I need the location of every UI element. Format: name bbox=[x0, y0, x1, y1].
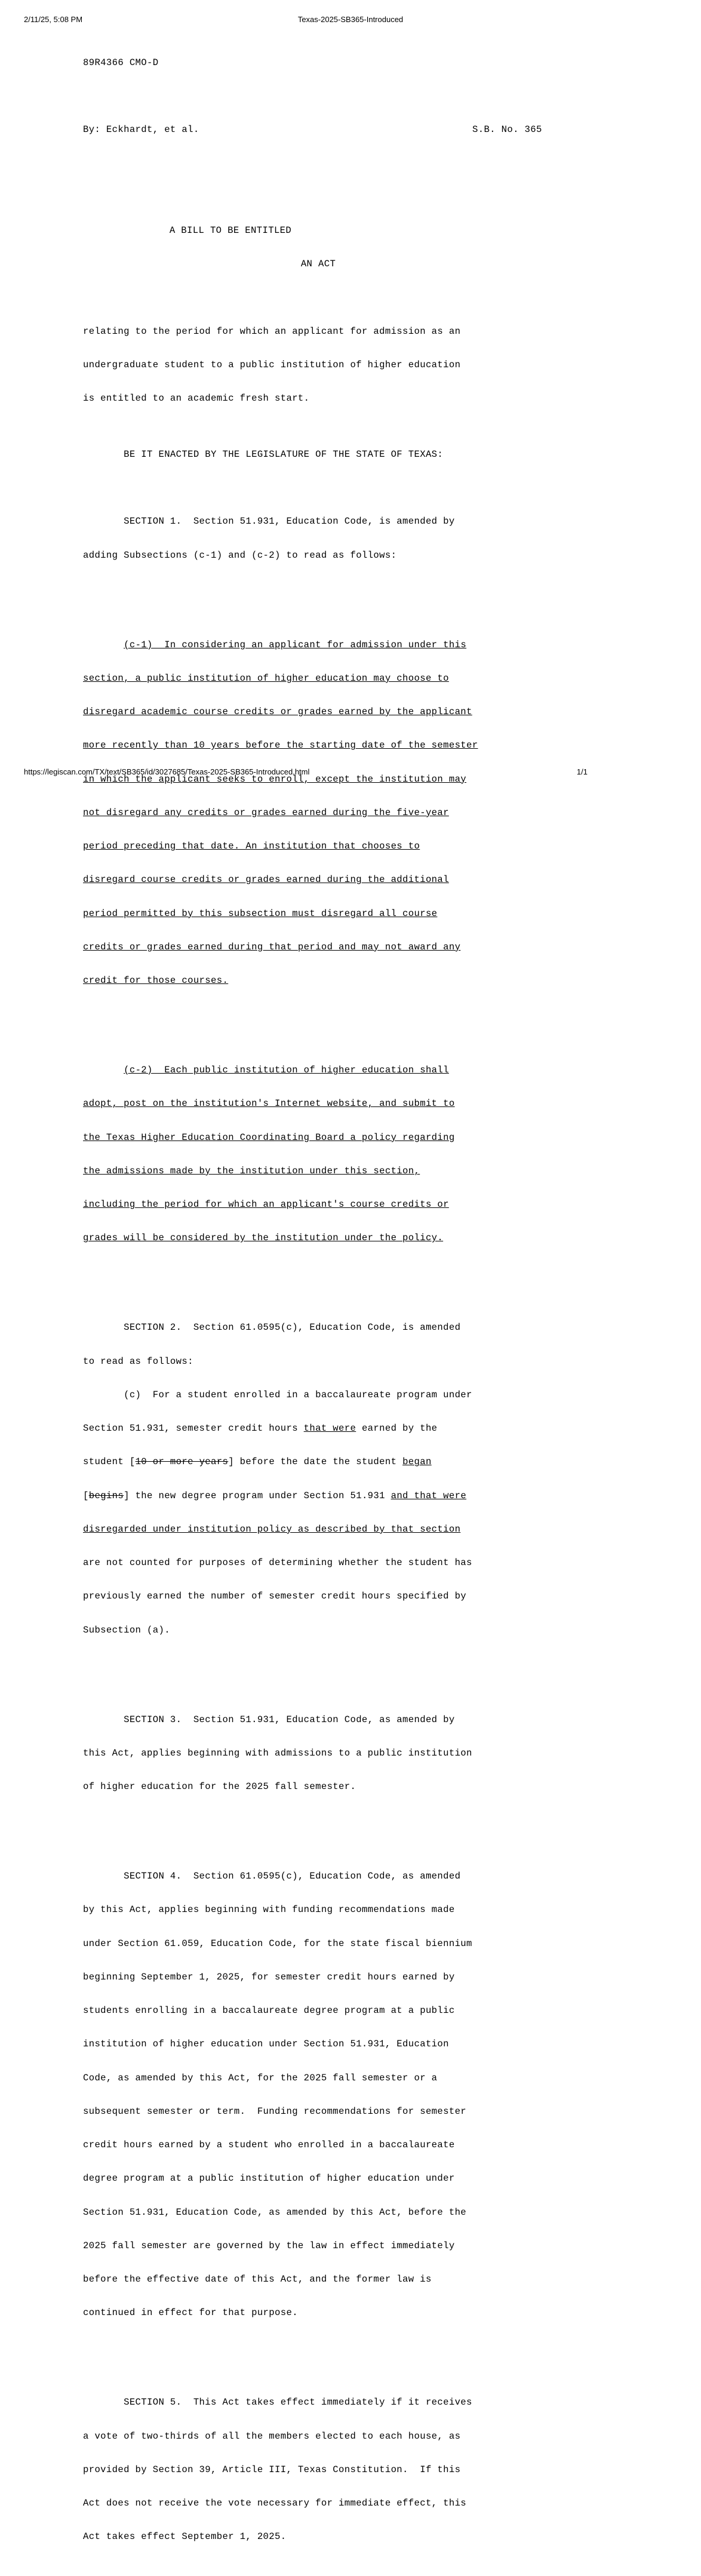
bill-document bbox=[83, 35, 542, 2576]
section-1: SECTION 1. Section 51.931, Education Code, is amended by adding Subsections (c-1) and (c-2) to read as follows: bbox=[83, 516, 455, 561]
section-2: SECTION 2. Section 61.0595(c), Education Code, is amended to read as follows: (c) For a student enrolled in a baccalaureate program under Section 51.931, semester credit hours that were earned by the student [10 or more years] before the date the student began [begins] the new degree program under Section 51.931 and that were disregarded under institution policy as described by that section are not counted for purposes of determining whether the student has previously earned the number of semester credit hours specified by Subsection (a). bbox=[83, 1322, 472, 1636]
subsection-c-2: (c-2) Each public institution of higher education shall adopt, post on the institution's Internet website, and submit to the Texas Higher Education Coordinating Board a policy regarding the admissions made by the institution under this section, including the period for which an applicant's course credits or grades will be considered by the institution under the policy. bbox=[83, 1065, 455, 1244]
caption: relating to the period for which an applicant for admission as an undergraduate student to a public institution of higher education is entitled to an academic fresh start. bbox=[83, 325, 461, 404]
author-line bbox=[83, 124, 542, 136]
doc-id: 89R4366 CMO-D bbox=[83, 57, 159, 68]
print-title: Texas-2025-SB365-Introduced bbox=[297, 15, 404, 24]
print-datetime: 2/11/25, 5:08 PM bbox=[24, 15, 83, 24]
subsection-c-1: (c-1) In considering an applicant for admission under this section, a public institution of higher education may choose to disregard academic course credits or grades earned by the applicant more recently than 10 years before the starting date of the semester in which the applicant seeks to enroll, except the institution may not disregard any credits or grades earned during the five-year period preceding that date. An institution that chooses to disregard course credits or grades earned during the additional period permitted by this subsection must disregard all course credits or grades earned during that period and may not award any credit for those courses. bbox=[83, 639, 478, 986]
source-url: https://legiscan.com/TX/text/SB365/id/3027685/Texas-2025-SB365-Introduced.html bbox=[24, 767, 310, 776]
bill-heading-2: AN ACT bbox=[300, 259, 336, 269]
section-5: SECTION 5. This Act takes effect immediately if it receives a vote of two-thirds of all the members elected to each house, as provided by Section 39, Article III, Texas Constitution. If this Act does not receive the vote necessary for immediate effect, this Act takes effect September 1, 2025. bbox=[83, 2397, 472, 2543]
section-4: SECTION 4. Section 61.0595(c), Education Code, as amended by this Act, applies beginning with funding recommendations made under Section 61.059, Education Code, for the state fiscal biennium beginning September 1, 2025, for semester credit hours earned by students enrolling in a baccalaureate degree program at a public institution of higher education under Section 51.931, Education Code, as amended by this Act, for the 2025 fall semester or a subsequent semester or term. Funding recommendations for semester credit hours earned by a student who enrolled in a baccalaureate degree program at a public institution of higher education under Section 51.931, Education Code, as amended by this Act, before the 2025 fall semester are governed by the law in effect immediately before the effective date of this Act, and the former law is continued in effect for that purpose. bbox=[83, 1871, 472, 2319]
section-3: SECTION 3. Section 51.931, Education Code, as amended by this Act, applies beginning with admissions to a public institution of higher education for the 2025 fall semester. bbox=[83, 1714, 472, 1792]
enacting-clause: BE IT ENACTED BY THE LEGISLATURE OF THE STATE OF TEXAS: bbox=[83, 448, 444, 460]
bill-heading-1: A BILL TO BE ENTITLED bbox=[169, 225, 292, 236]
bill-number: S.B. No. 365 bbox=[472, 124, 542, 135]
page-number: 1/1 bbox=[576, 767, 588, 776]
bill-author: By: Eckhardt, et al. bbox=[83, 124, 199, 135]
print-header bbox=[0, 15, 611, 24]
